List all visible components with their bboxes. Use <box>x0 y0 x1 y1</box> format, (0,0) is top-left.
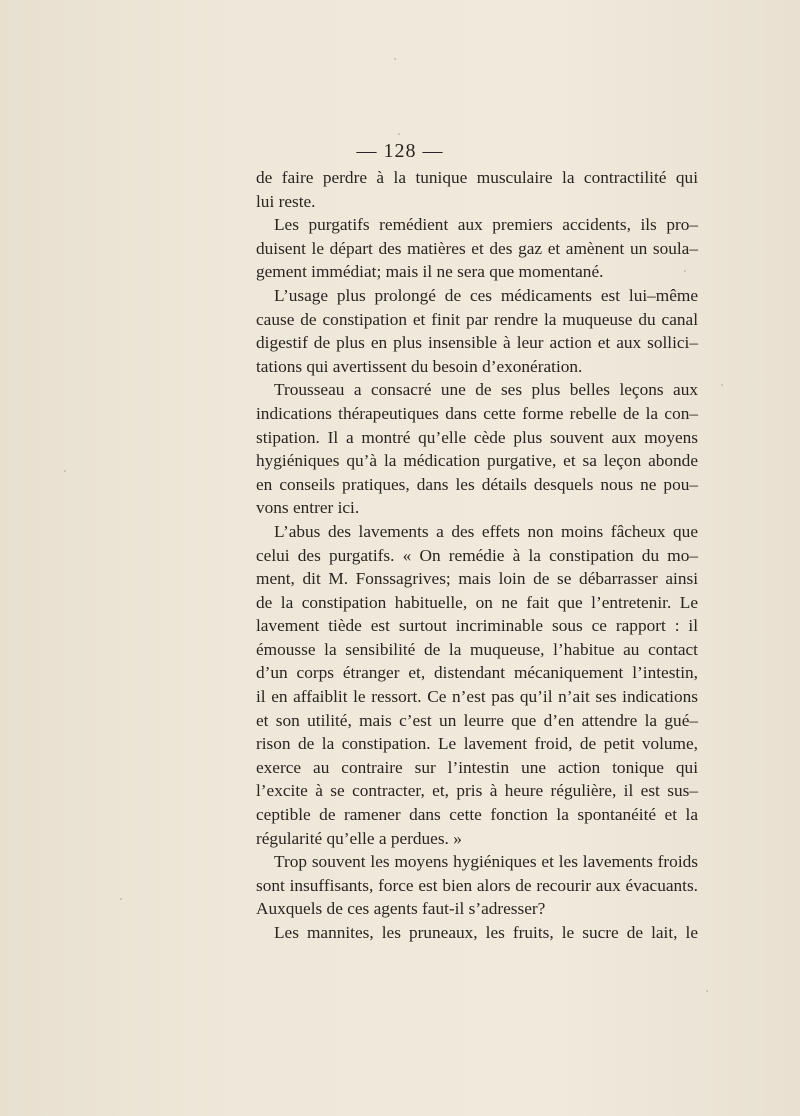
text-line: Les purgatifs remédient aux premiers accidents, ils pro– <box>274 215 698 235</box>
text-line: L’abus des lavements a des effets non moins fâcheux que <box>274 521 698 541</box>
text-line: sont insuffisants, force est bien alors de recourir aux évacuants. <box>256 875 698 895</box>
paper-speck <box>394 58 396 60</box>
text-line: en conseils pratiques, dans les détails desquels nous ne pou– <box>256 474 698 494</box>
paper-speck <box>706 990 708 992</box>
paper-speck <box>64 470 66 472</box>
text-line: exerce au contraire sur l’intestin une action tonique qui <box>256 757 698 777</box>
text-line: lui reste. <box>256 191 316 211</box>
text-line: régularité qu’elle a perdues. » <box>256 828 462 848</box>
page-number: — 128 — <box>356 140 444 162</box>
text-line: tations qui avertissent du besoin d’exonération. <box>256 356 583 376</box>
body-text <box>256 166 698 945</box>
text-line: émousse la sensibilité de la muqueuse, l’habitue au contact <box>256 639 698 659</box>
text-line: d’un corps étranger et, distendant mécaniquement l’intestin, <box>256 663 698 683</box>
text-line: ment, dit M. Fonssagrives; mais loin de se débarrasser ainsi <box>256 569 698 589</box>
text-line: cause de constipation et finit par rendre la muqueuse du canal <box>256 309 698 329</box>
text-line: de la constipation habituelle, on ne fait que l’entretenir. Le <box>256 592 698 612</box>
text-line: Trousseau a consacré une de ses plus belles leçons aux <box>274 380 698 400</box>
text-line: celui des purgatifs. « On remédie à la constipation du mo– <box>256 545 698 565</box>
text-line: Trop souvent les moyens hygiéniques et les lavements froids <box>274 852 698 872</box>
text-line: indications thérapeutiques dans cette forme rebelle de la con– <box>256 403 698 423</box>
paper-speck <box>120 898 122 900</box>
text-line: rison de la constipation. Le lavement froid, de petit volume, <box>256 734 698 754</box>
text-line: ceptible de ramener dans cette fonction la spontanéité et la <box>256 805 698 825</box>
text-line: L’usage plus prolongé de ces médicaments est lui–même <box>274 285 698 305</box>
text-line: Les mannites, les pruneaux, les fruits, le sucre de lait, le <box>274 923 698 942</box>
text-line: hygiéniques qu’à la médication purgative, et sa leçon abonde <box>256 451 698 471</box>
text-line: et son utilité, mais c’est un leurre que d’en attendre la gué– <box>256 710 698 730</box>
text-line: l’excite à se contracter, et, pris à heure régulière, il est sus– <box>256 781 698 801</box>
text-line: duisent le départ des matières et des gaz et amènent un soula– <box>256 238 698 258</box>
paper-speck <box>721 384 723 386</box>
paper-speck <box>398 133 400 135</box>
text-line: il en affaiblit le ressort. Ce n’est pas qu’il n’ait ses indications <box>256 687 698 707</box>
text-line: lavement tiède est surtout incriminable sous ce rapport : il <box>256 616 698 636</box>
text-line: stipation. Il a montré qu’elle cède plus souvent aux moyens <box>256 427 698 447</box>
text-line: gement immédiat; mais il ne sera que momentané. <box>256 262 604 282</box>
text-line: digestif de plus en plus insensible à leur action et aux sollici– <box>256 333 698 353</box>
paper-speck <box>684 270 686 272</box>
text-line: vons entrer ici. <box>256 498 360 518</box>
text-line: Auxquels de ces agents faut-il s’adresser? <box>256 899 546 919</box>
text-line: de faire perdre à la tunique musculaire la contractilité qui <box>256 168 698 187</box>
